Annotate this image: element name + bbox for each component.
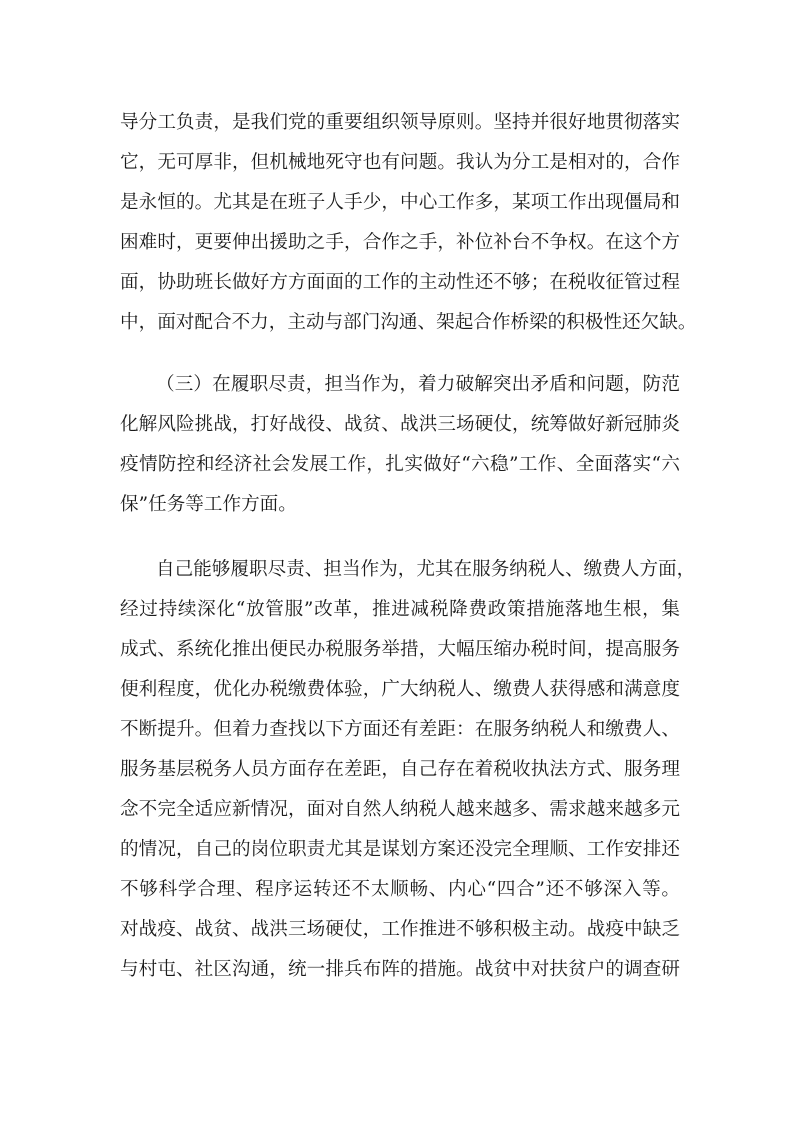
- text-line: 中，面对配合不力，主动与部门沟通、架起合作桥梁的积极性还欠缺。: [120, 312, 697, 333]
- text-line: 它，无可厚非，但机械地死守也有问题。我认为分工是相对的，合作: [120, 152, 680, 173]
- section-heading-line: （三）在履职尽责，担当作为，着力破解突出矛盾和问题，防范: [156, 374, 680, 395]
- text-line: 导分工负责，是我们党的重要组织领导原则。坚持并很好地贯彻落实: [120, 112, 680, 133]
- text-line: 困难时，更要伸出援助之手，合作之手，补位补台不争权。在这个方: [120, 232, 680, 253]
- text-line: 便利程度，优化办税缴费体验，广大纳税人、缴费人获得感和满意度: [120, 679, 680, 700]
- section-heading-line: 保”任务等工作方面。: [120, 494, 297, 515]
- text-line: 与村屯、社区沟通，统一排兵布阵的措施。战贫中对扶贫户的调查研: [120, 959, 680, 980]
- text-line: 不断提升。但着力查找以下方面还有差距：在服务纳税人和缴费人、: [120, 719, 680, 740]
- text-line: 是永恒的。尤其是在班子人手少，中心工作多，某项工作出现僵局和: [120, 192, 680, 213]
- text-line: 自己能够履职尽责、担当作为，尤其在服务纳税人、缴费人方面，: [156, 559, 696, 580]
- text-line: 对战疫、战贫、战洪三场硬仗，工作推进不够积极主动。战疫中缺乏: [120, 919, 680, 940]
- text-line: 成式、系统化推出便民办税服务举措，大幅压缩办税时间，提高服务: [120, 639, 680, 660]
- section-heading-line: 化解风险挑战，打好战役、战贫、战洪三场硬仗，统筹做好新冠肺炎: [120, 414, 680, 435]
- text-line: 的情况，自己的岗位职责尤其是谋划方案还没完全理顺、工作安排还: [120, 839, 680, 860]
- text-line: 服务基层税务人员方面存在差距，自己存在着税收执法方式、服务理: [120, 759, 680, 780]
- text-line: 面，协助班长做好方方面面的工作的主动性还不够；在税收征管过程: [120, 272, 680, 293]
- section-heading-line: 疫情防控和经济社会发展工作，扎实做好“六稳”工作、全面落实“六: [120, 454, 680, 475]
- text-line: 不够科学合理、程序运转还不太顺畅、内心“四合”还不够深入等。: [120, 879, 680, 900]
- text-line: 念不完全适应新情况，面对自然人纳税人越来越多、需求越来越多元: [120, 799, 680, 820]
- text-line: 经过持续深化“放管服”改革，推进减税降费政策措施落地生根，集: [120, 599, 680, 620]
